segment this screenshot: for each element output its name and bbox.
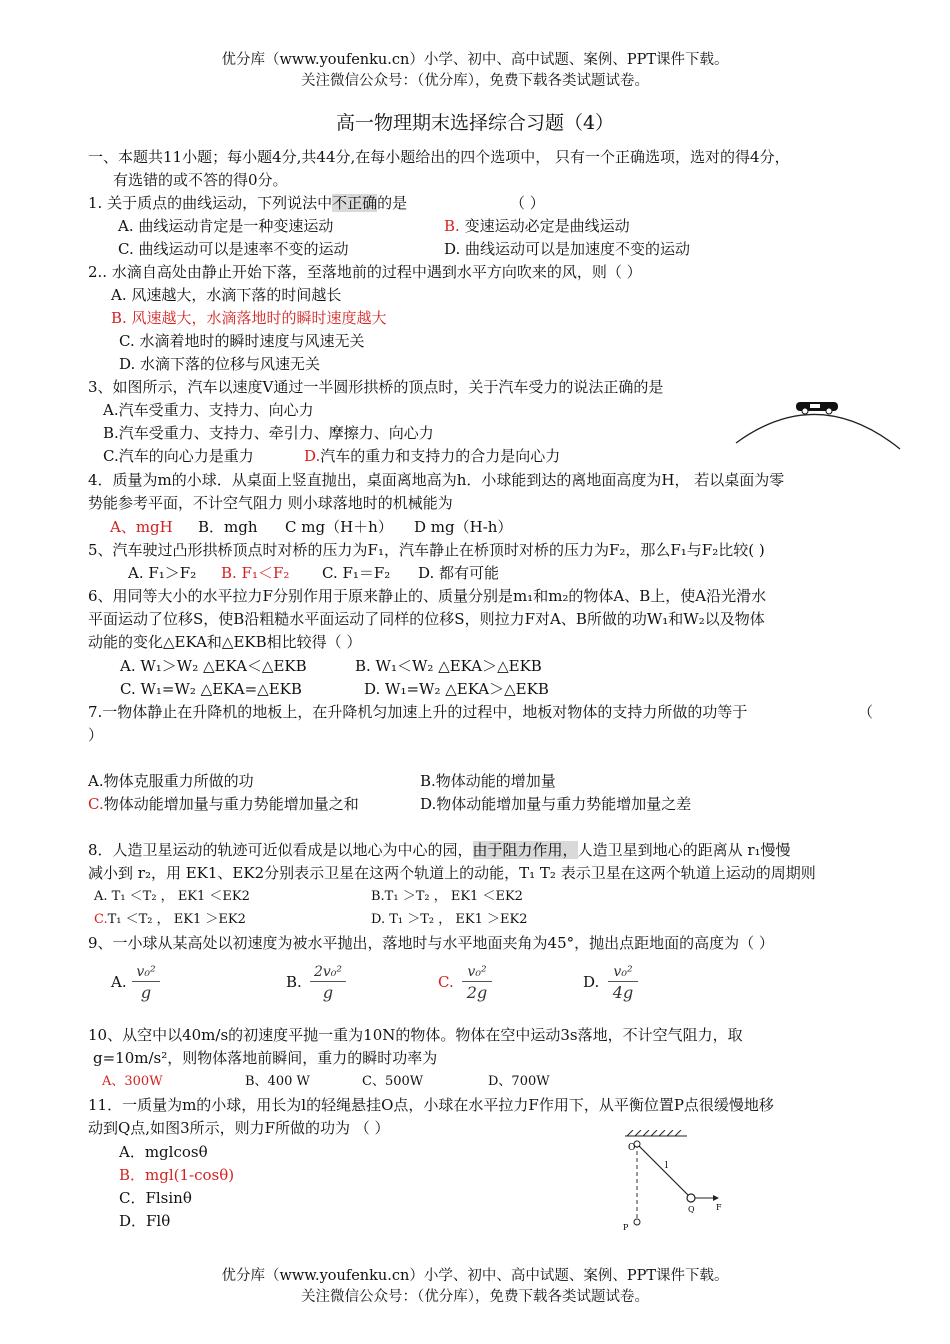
- label-p: P: [623, 1223, 629, 1232]
- footer-line-1: 优分库（www.youfenku.cn）小学、初中、高中试题、案例、PPT课件下载。: [221, 1268, 729, 1284]
- q1-stem-highlight: 不正确: [332, 194, 378, 212]
- arrow-right-icon: [713, 1195, 719, 1201]
- q8-stem-highlight: 由于阻力作用，: [472, 841, 578, 859]
- q1-stem: [88, 192, 407, 214]
- q11-option-d: D．Flθ: [119, 1212, 171, 1230]
- q4-option-b: B．mgh: [198, 518, 258, 536]
- fraction-bar: [310, 981, 346, 982]
- q11-option-b: B．mgl(1-cosθ): [119, 1166, 235, 1184]
- q7-stem-line-1: 7.一物体静止在升降机的地板上，在升降机匀加速上升的过程中，地板对物体的支持力所做的功等于: [88, 703, 748, 721]
- q6-stem-line-1: 6、用同等大小的水平拉力F分别作用于原来静止的、质量分别是m₁和m₂的物体A、B上，使A沿光滑水: [88, 587, 767, 605]
- q10-stem-line-2: g=10m/s²，则物体落地前瞬间，重力的瞬时功率为: [93, 1049, 438, 1067]
- q9-option-d-fraction: [608, 964, 638, 1002]
- q7-paren-open: （: [858, 703, 874, 721]
- q4-option-c: C mg（H＋h）: [285, 518, 393, 536]
- rope-line: [637, 1144, 691, 1198]
- intro-line-1: 一、本题共11小题；每小题4分,共44分,在每小题给出的四个选项中， 只有一个正确选项，选对的得4分，: [88, 148, 790, 166]
- q5-option-b: B. F₁＜F₂: [221, 564, 290, 582]
- q8-option-c-text: T₁ ＜T₂ ， EK1 ＞EK2: [107, 912, 246, 927]
- q8-stem-line-1: [88, 839, 791, 861]
- q8-option-c: [94, 909, 246, 931]
- q7-option-b: B.物体动能的增加量: [420, 772, 556, 790]
- q8-option-a: A. T₁ ＜T₂ ， EK1 ＜EK2: [94, 889, 250, 904]
- q10-stem-line-1: 10、从空中以40m/s的初速度平抛一重为10N的物体。物体在空中运动3s落地，不计空气阻力，取: [88, 1026, 743, 1044]
- q3-stem: 3、如图所示，汽车以速度V通过一半圆形拱桥的顶点时，关于汽车受力的说法正确的是: [88, 378, 664, 396]
- q8-stem-line-2: 减小到 r₂，用 EK1、EK2分别表示卫星在这两个轨道上的动能，T₁ T₂ 表示卫星在这两个轨道上运动的周期则: [88, 864, 816, 882]
- fraction-bar: [132, 981, 160, 982]
- q2-option-c: C. 水滴着地时的瞬时速度与风速无关: [119, 332, 365, 350]
- intro-line-2: 有选错的或不答的得0分。: [113, 171, 288, 189]
- q9-d-numerator: v₀²: [613, 964, 633, 980]
- q9-c-denominator: 2g: [466, 983, 488, 1002]
- q7-stem-line-2: ）: [88, 726, 104, 744]
- q8-option-b: B.T₁ ＞T₂ ， EK1 ＜EK2: [371, 889, 523, 904]
- label-q: Q: [688, 1205, 695, 1214]
- q9-d-denominator: 4g: [612, 983, 634, 1002]
- fraction-bar: [608, 981, 638, 982]
- q9-option-a-fraction: [132, 964, 160, 1002]
- q10-option-c: C、500W: [362, 1074, 424, 1089]
- q9-option-c-label: C.: [438, 973, 454, 991]
- q5-option-d: D. 都有可能: [418, 564, 500, 582]
- q4-stem-line-2: 势能参考平面，不计空气阻力 则小球落地时的机械能为: [88, 494, 453, 512]
- q6-option-c: C. W₁=W₂ △EKA=△EKB: [120, 680, 302, 698]
- q9-option-a-label: A.: [111, 973, 127, 991]
- q11-option-c: C．Flsinθ: [119, 1189, 192, 1207]
- q4-option-d: D mg（H-h）: [414, 518, 513, 536]
- fraction-bar: [462, 981, 492, 982]
- q9-stem: 9、一小球从某高处以初速度为被水平抛出，落地时与水平地面夹角为45°，抛出点距地面的高度为（ ）: [88, 934, 774, 952]
- q3-option-c: C.汽车的向心力是重力: [103, 447, 254, 465]
- q6-option-b: B. W₁＜W₂ △EKA＞△EKB: [355, 657, 542, 675]
- q1-stem-b: 的是: [377, 194, 408, 212]
- q3-option-d-text: 汽车的重力和支持力的合力是向心力: [320, 447, 561, 465]
- q9-b-denominator: g: [322, 983, 334, 1002]
- q7-option-a: A.物体克服重力所做的功: [88, 772, 254, 790]
- car-icon: [796, 402, 838, 414]
- q6-stem-line-2: 平面运动了位移S，使B沿粗糙水平面运动了同样的位移S，则拉力F对A、B所做的功W₁和W₂以及物体: [88, 610, 765, 628]
- q7-option-d: D.物体动能增加量与重力势能增加量之差: [420, 795, 692, 813]
- q7-option-c: [88, 793, 359, 815]
- q3-option-d: [304, 445, 560, 467]
- q3-answer-letter: D.: [304, 447, 321, 465]
- q8-stem-b: 人造卫星到地心的距离从 r₁慢慢: [577, 841, 791, 859]
- q9-option-d-label: D.: [583, 973, 600, 991]
- label-f: F: [716, 1203, 722, 1212]
- q9-a-denominator: g: [140, 983, 152, 1002]
- q11-option-a: A．mglcosθ: [119, 1143, 208, 1161]
- q5-stem: 5、汽车驶过凸形拱桥顶点时对桥的压力为F₁，汽车静止在桥顶时对桥的压力为F₂，那么F₁与F₂比较( ): [88, 541, 765, 559]
- q1-answer-letter: B.: [444, 217, 460, 235]
- footer-line-2: 关注微信公众号：（优分库），免费下载各类试题试卷。: [301, 1289, 649, 1305]
- q1-answer-paren: （ ）: [510, 194, 545, 212]
- pendulum-figure: [615, 1130, 735, 1240]
- q5-option-a: A. F₁＞F₂: [128, 564, 197, 582]
- q8-option-d: D. T₁ ＞T₂ ， EK1 ＞EK2: [371, 912, 528, 927]
- q11-stem-line-1: 11．一质量为m的小球，用长为l的轻绳悬挂O点，小球在水平拉力F作用下，从平衡位置P点很缓慢地移: [88, 1096, 774, 1114]
- q6-stem-line-3: 动能的变化△EKA和△EKB相比较得（ ）: [88, 633, 362, 651]
- q7-answer-letter: C.: [88, 795, 104, 813]
- bridge-arch: [736, 414, 900, 449]
- q1-option-c: C. 曲线运动可以是速率不变的运动: [118, 240, 349, 258]
- q2-option-a: A. 风速越大，水滴下落的时间越长: [111, 286, 342, 304]
- q2-stem: 2.. 水滴自高处由静止开始下落，至落地前的过程中遇到水平方向吹来的风，则（ ）: [88, 263, 642, 281]
- q3-option-a: A.汽车受重力、支持力、向心力: [103, 401, 314, 419]
- q7-option-c-text: 物体动能增加量与重力势能增加量之和: [103, 795, 359, 813]
- q9-c-numerator: v₀²: [467, 964, 487, 980]
- ball-q: [687, 1194, 695, 1202]
- header-line-2: 关注微信公众号：（优分库），免费下载各类试题试卷。: [301, 73, 649, 89]
- q1-option-a: A. 曲线运动肯定是一种变速运动: [118, 217, 334, 235]
- bridge-figure: [730, 393, 905, 453]
- label-o: O: [628, 1143, 636, 1153]
- q10-option-a: A、300W: [102, 1074, 163, 1089]
- q3-option-b: B.汽车受重力、支持力、牵引力、摩擦力、向心力: [103, 424, 434, 442]
- q11-stem-line-2: 动到Q点,如图3所示，则力F所做的功为 （ ）: [88, 1119, 390, 1137]
- q1-stem-a: 1. 关于质点的曲线运动，下列说法中: [88, 194, 333, 212]
- q5-option-c: C. F₁＝F₂: [322, 564, 391, 582]
- q2-option-b: B. 风速越大，水滴落地时的瞬时速度越大: [111, 309, 387, 327]
- q9-a-numerator: v₀²: [136, 964, 156, 980]
- q10-option-d: D、700W: [488, 1074, 550, 1089]
- q4-stem-line-1: 4．质量为m的小球．从桌面上竖直抛出，桌面离地高为h．小球能到达的离地面高度为H， 若以桌面为零: [88, 471, 785, 489]
- label-l: l: [665, 1161, 668, 1171]
- q9-option-b-label: B.: [286, 973, 302, 991]
- q6-option-a: A. W₁＞W₂ △EKA＜△EKB: [120, 657, 307, 675]
- q8-answer-letter: C.: [94, 912, 108, 927]
- q1-option-b: [444, 215, 630, 237]
- ball-p: [634, 1219, 640, 1225]
- q2-option-d: D. 水滴下落的位移与风速无关: [119, 355, 321, 373]
- q10-option-b: B、400 W: [245, 1074, 310, 1089]
- q8-stem-a: 8．人造卫星运动的轨迹可近似看成是以地心为中心的园，: [88, 841, 473, 859]
- q9-b-numerator: 2v₀²: [313, 964, 343, 980]
- q1-option-d: D. 曲线运动可以是加速度不变的运动: [444, 240, 691, 258]
- q4-option-a: A、mgH: [110, 518, 173, 536]
- ceiling-hatch: [625, 1130, 687, 1136]
- page-title: 高一物理期末选择综合习题（4）: [335, 112, 615, 134]
- q6-option-d: D. W₁=W₂ △EKA＞△EKB: [364, 680, 549, 698]
- q9-option-b-fraction: [310, 964, 346, 1002]
- q1-option-b-text: 变速运动必定是曲线运动: [459, 217, 630, 235]
- header-line-1: 优分库（www.youfenku.cn）小学、初中、高中试题、案例、PPT课件下载。: [221, 52, 729, 68]
- q9-option-c-fraction: [462, 964, 492, 1002]
